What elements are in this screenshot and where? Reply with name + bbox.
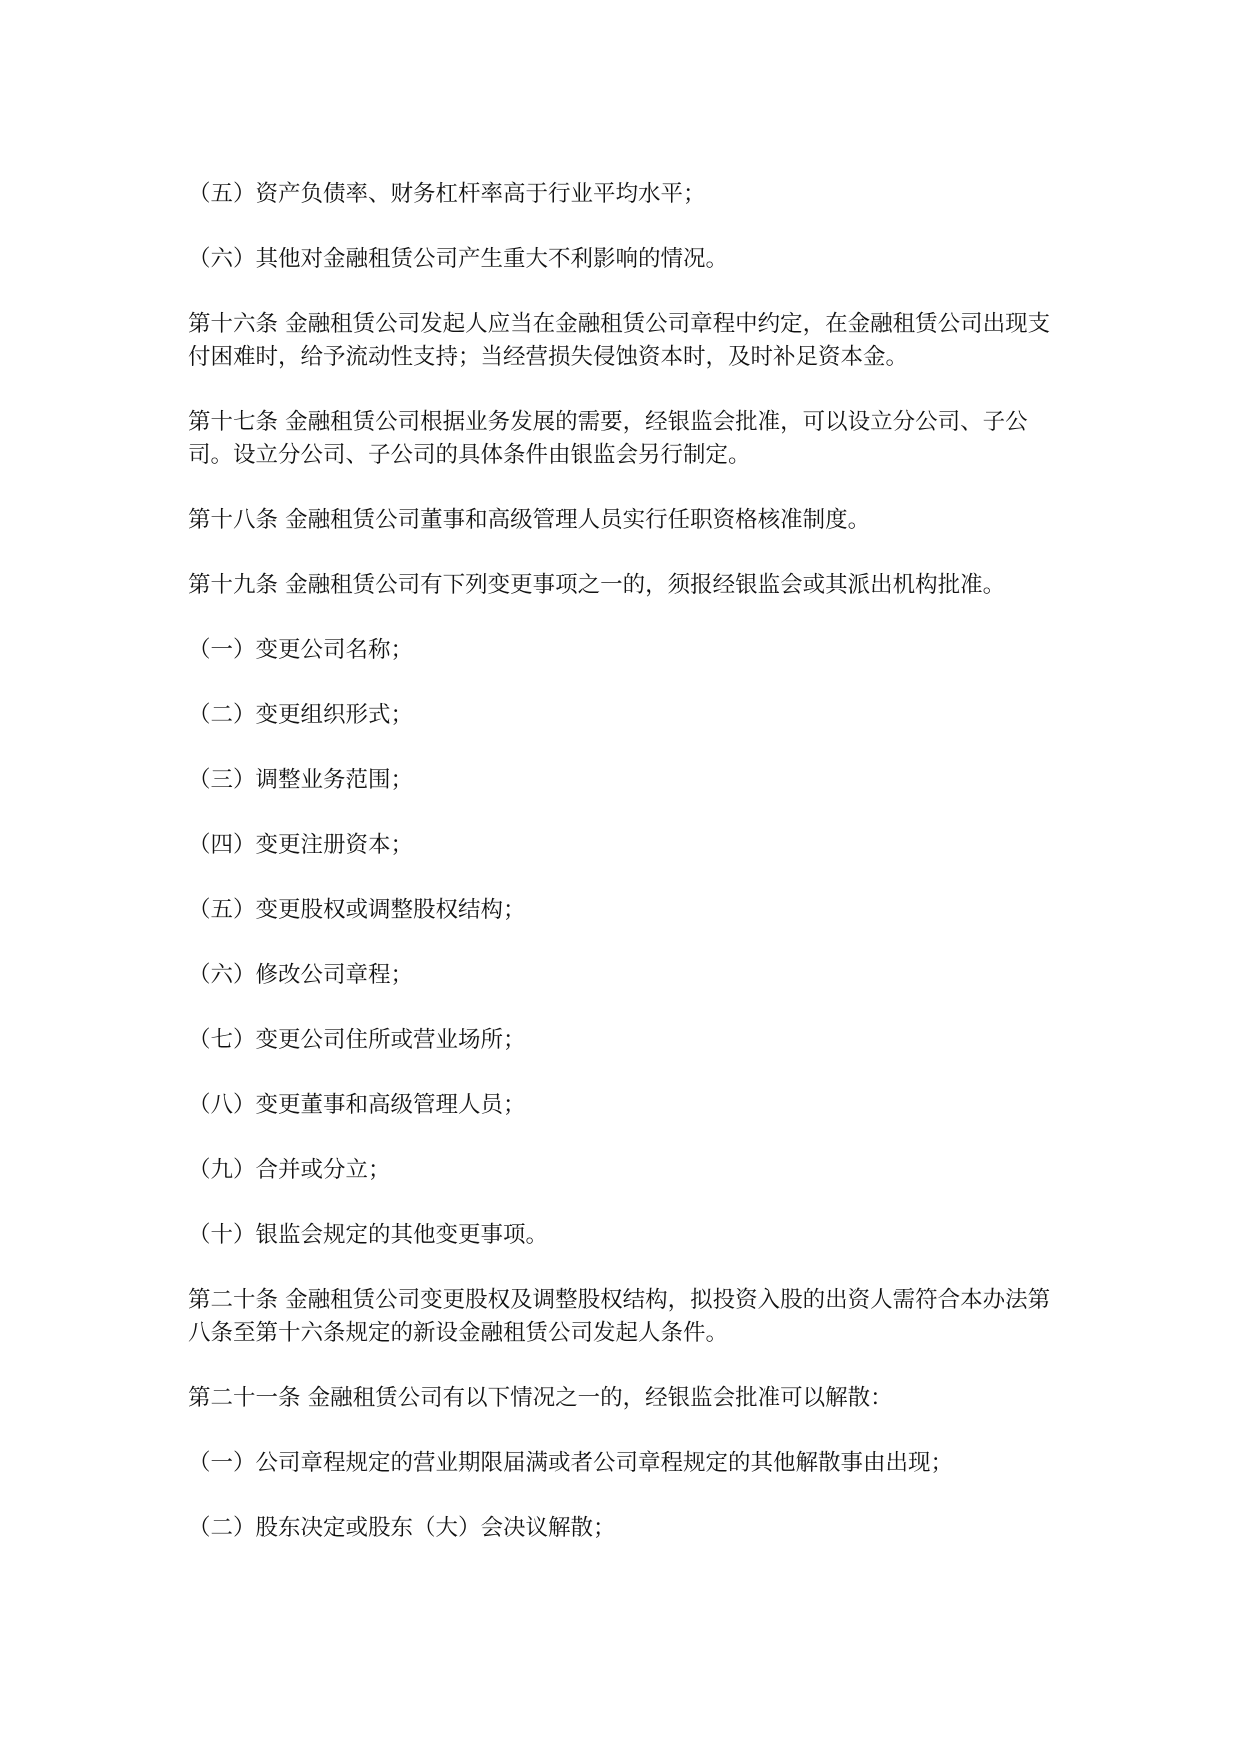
change-item-5: （五）变更股权或调整股权结构； xyxy=(188,897,526,923)
article-19: 第十九条 金融租赁公司有下列变更事项之一的，须报经银监会或其派出机构批准。 xyxy=(188,572,1006,598)
change-item-7: （七）变更公司住所或营业场所； xyxy=(188,1027,526,1053)
paragraph-item-6: （六）其他对金融租赁公司产生重大不利影响的情况。 xyxy=(188,246,729,272)
change-item-4: （四）变更注册资本； xyxy=(188,832,414,858)
change-item-3: （三）调整业务范围； xyxy=(188,767,414,793)
change-item-8: （八）变更董事和高级管理人员； xyxy=(188,1092,526,1118)
dissolution-item-2: （二）股东决定或股东（大）会决议解散； xyxy=(188,1515,616,1541)
document-body xyxy=(188,178,1068,1577)
change-item-1: （一）变更公司名称； xyxy=(188,637,414,663)
paragraph-item-5: （五）资产负债率、财务杠杆率高于行业平均水平； xyxy=(188,181,706,207)
change-item-6: （六）修改公司章程； xyxy=(188,962,414,988)
dissolution-item-1: （一）公司章程规定的营业期限届满或者公司章程规定的其他解散事由出现； xyxy=(188,1450,954,1476)
article-20: 第二十条 金融租赁公司变更股权及调整股权结构，拟投资入股的出资人需符合本办法第八条至第十六条规定的新设金融租赁公司发起人条件。 xyxy=(188,1287,1051,1346)
change-item-2: （二）变更组织形式； xyxy=(188,702,414,728)
change-item-9: （九）合并或分立； xyxy=(188,1157,391,1183)
article-21: 第二十一条 金融租赁公司有以下情况之一的，经银监会批准可以解散： xyxy=(188,1385,893,1411)
article-16: 第十六条 金融租赁公司发起人应当在金融租赁公司章程中约定，在金融租赁公司出现支付困难时，给予流动性支持；当经营损失侵蚀资本时，及时补足资本金。 xyxy=(188,311,1051,370)
change-item-10: （十）银监会规定的其他变更事项。 xyxy=(188,1222,549,1248)
article-18: 第十八条 金融租赁公司董事和高级管理人员实行任职资格核准制度。 xyxy=(188,507,871,533)
article-17: 第十七条 金融租赁公司根据业务发展的需要，经银监会批准，可以设立分公司、子公司。设立分公司、子公司的具体条件由银监会另行制定。 xyxy=(188,409,1028,468)
